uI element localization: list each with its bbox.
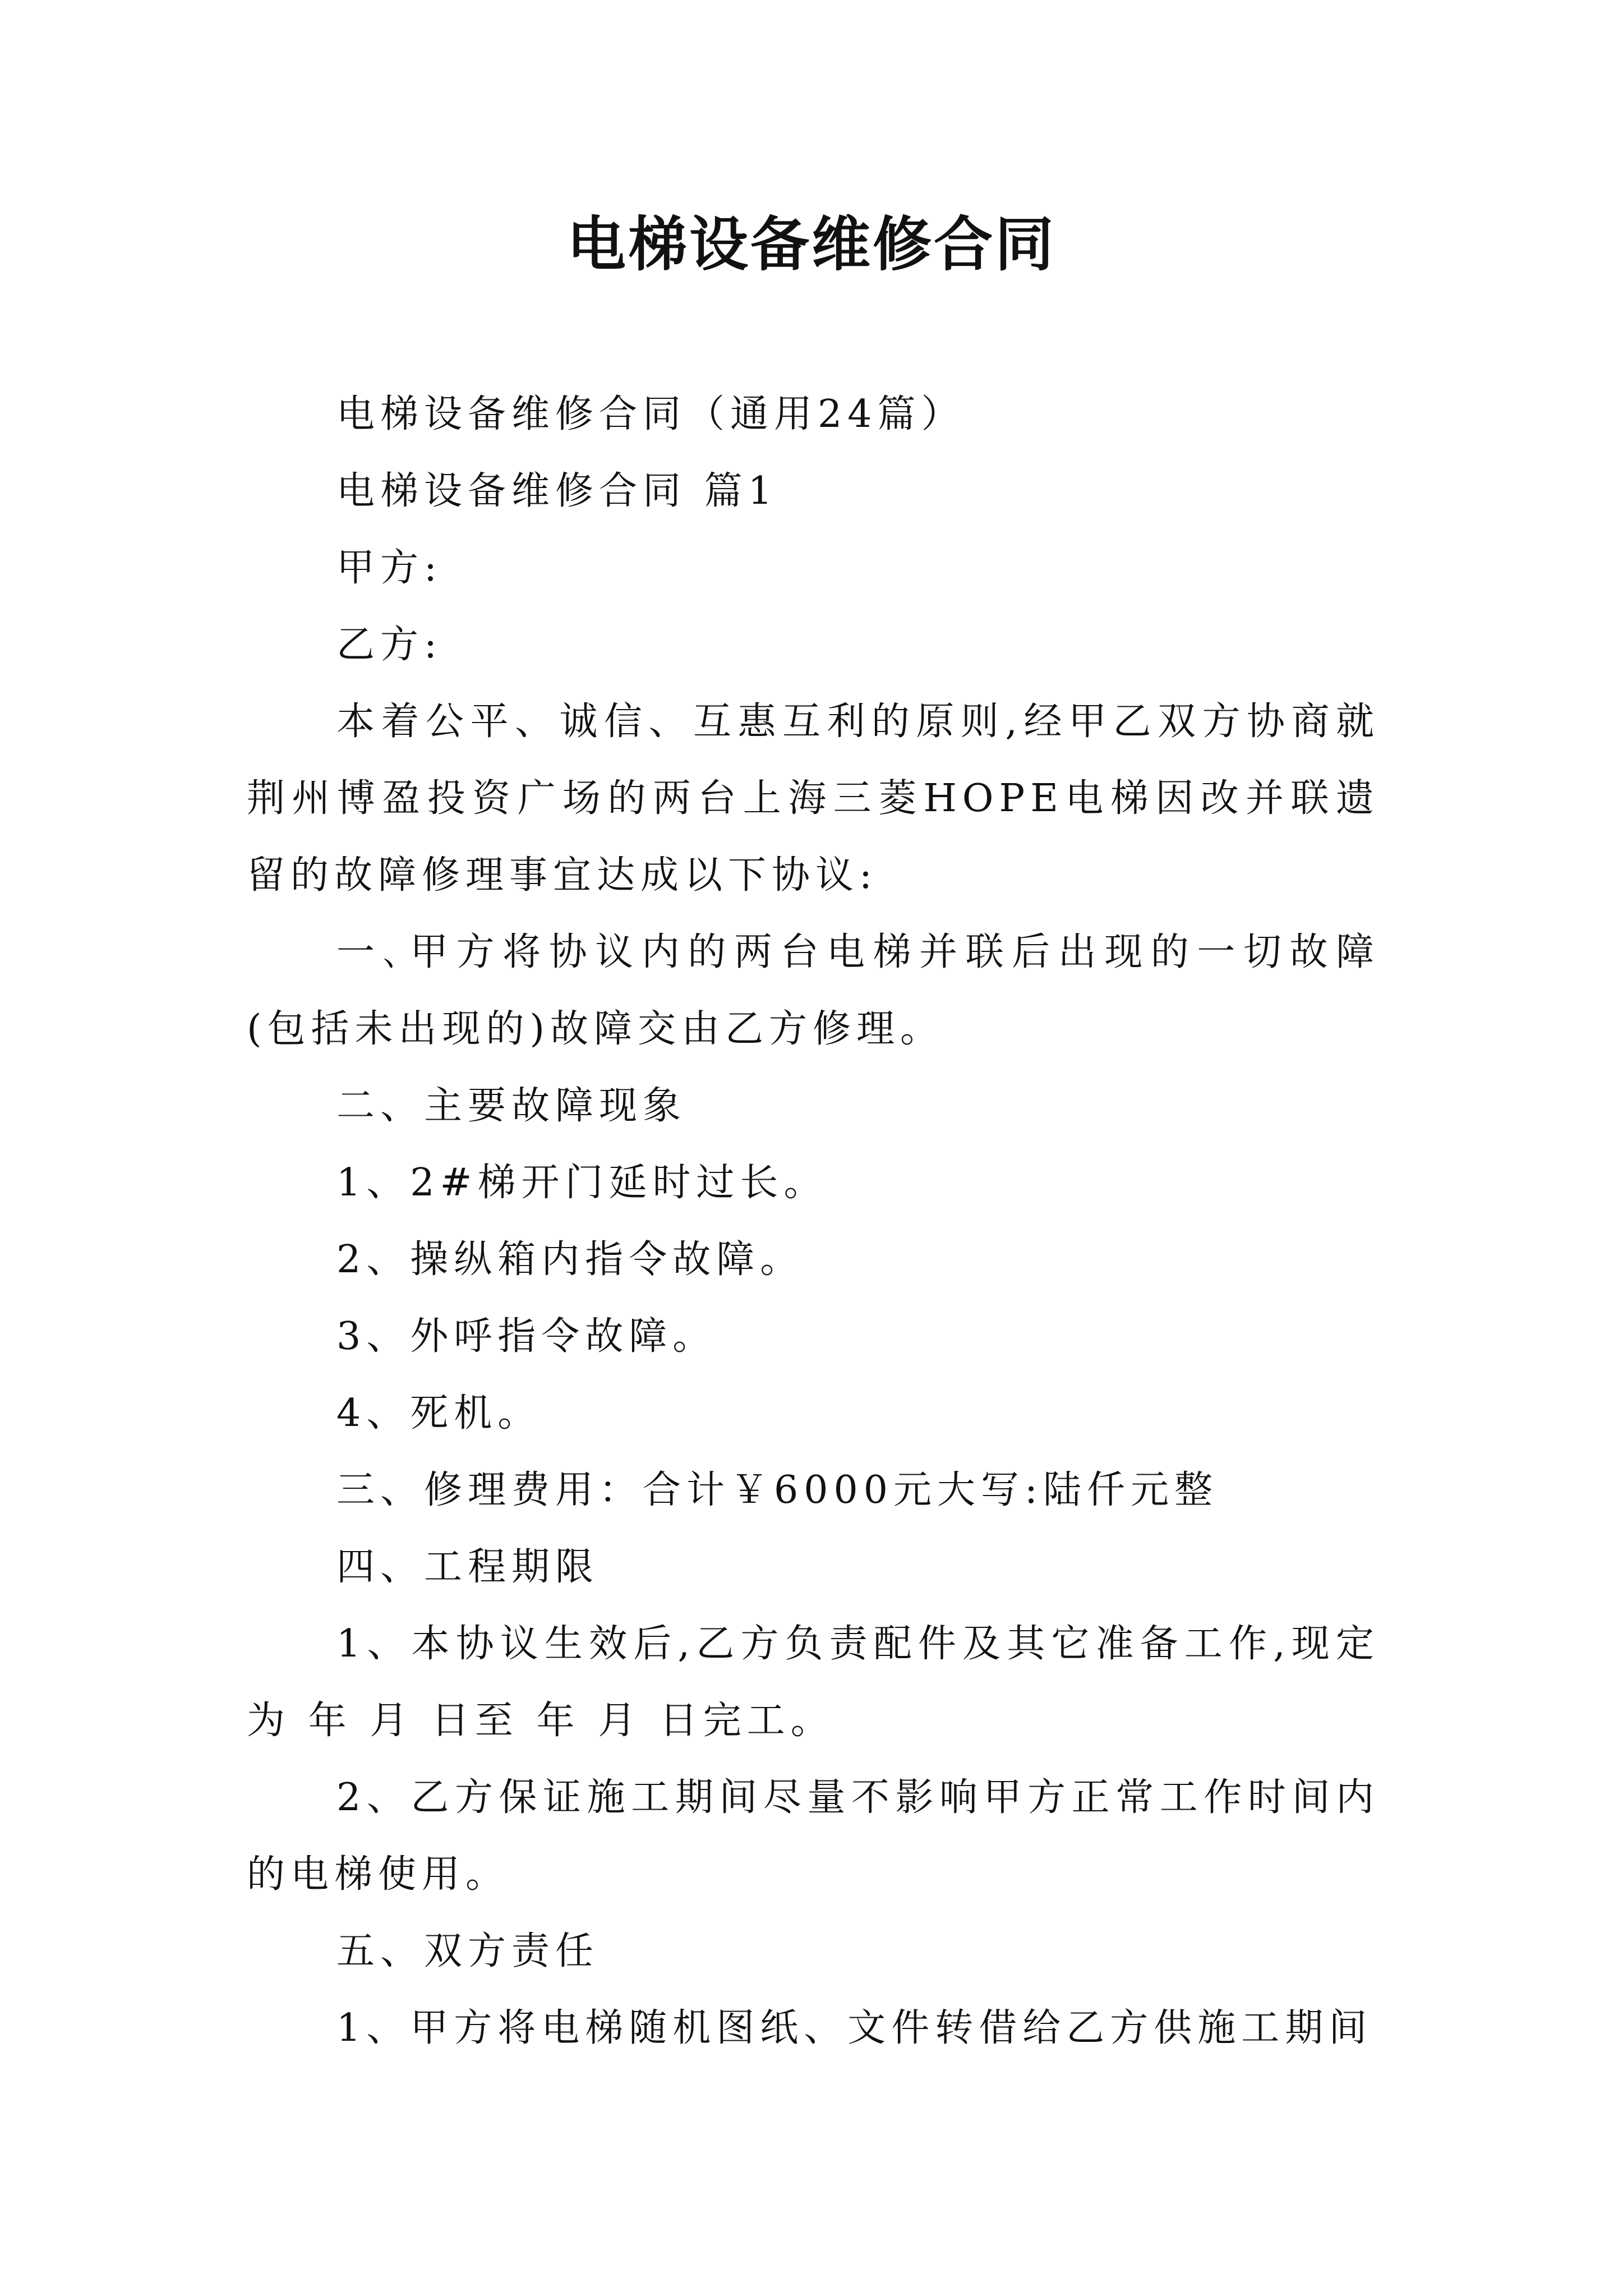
paragraph-clause-2-heading: 二、主要故障现象 — [336, 1084, 687, 1128]
paragraph-fault-2: 2、操纵箱内指令故障。 — [336, 1237, 804, 1282]
paragraph-clause-4-heading: 四、工程期限 — [336, 1545, 600, 1589]
paragraph-fault-3: 3、外呼指令故障。 — [336, 1314, 717, 1359]
document-body — [247, 376, 1380, 2067]
paragraph-responsibility-1: 1、甲方将电梯随机图纸、文件转借给乙方供施工期间 — [336, 2006, 1373, 2050]
paragraph-clause-1: 一､甲方将协议内的两台电梯并联后出现的一切故障(包括未出现的)故障交由乙方修理。 — [247, 930, 1380, 1051]
paragraph-fault-4: 4、死机。 — [336, 1391, 542, 1435]
paragraph-schedule-1: 1、本协议生效后,乙方负责配件及其它准备工作,现定为 年 月 日至 年 月 日完工。 — [247, 1622, 1380, 1743]
paragraph-fault-1: 1、2#梯开门延时过长。 — [336, 1161, 828, 1205]
document-title: 电梯设备维修合同 — [566, 209, 1056, 279]
paragraph-subtitle: 电梯设备维修合同（通用24篇） — [336, 392, 965, 436]
paragraph-clause-5-heading: 五、双方责任 — [336, 1929, 600, 1973]
paragraph-section-heading: 电梯设备维修合同 篇1 — [336, 469, 778, 513]
paragraph-schedule-2: 2、乙方保证施工期间尽量不影响甲方正常工作时间内的电梯使用。 — [247, 1775, 1380, 1897]
paragraph-party-b: 乙方: — [336, 623, 442, 667]
paragraph-clause-3-fee: 三、修理费用：合计￥6000元大写:陆仟元整 — [336, 1468, 1218, 1512]
paragraph-preamble: 本着公平、诚信、互惠互利的原则,经甲乙双方协商就荆州博盈投资广场的两台上海三菱HOPE电梯因改并联遗留的故障修理事宜达成以下协议: — [247, 700, 1380, 898]
paragraph-party-a: 甲方: — [336, 546, 442, 590]
